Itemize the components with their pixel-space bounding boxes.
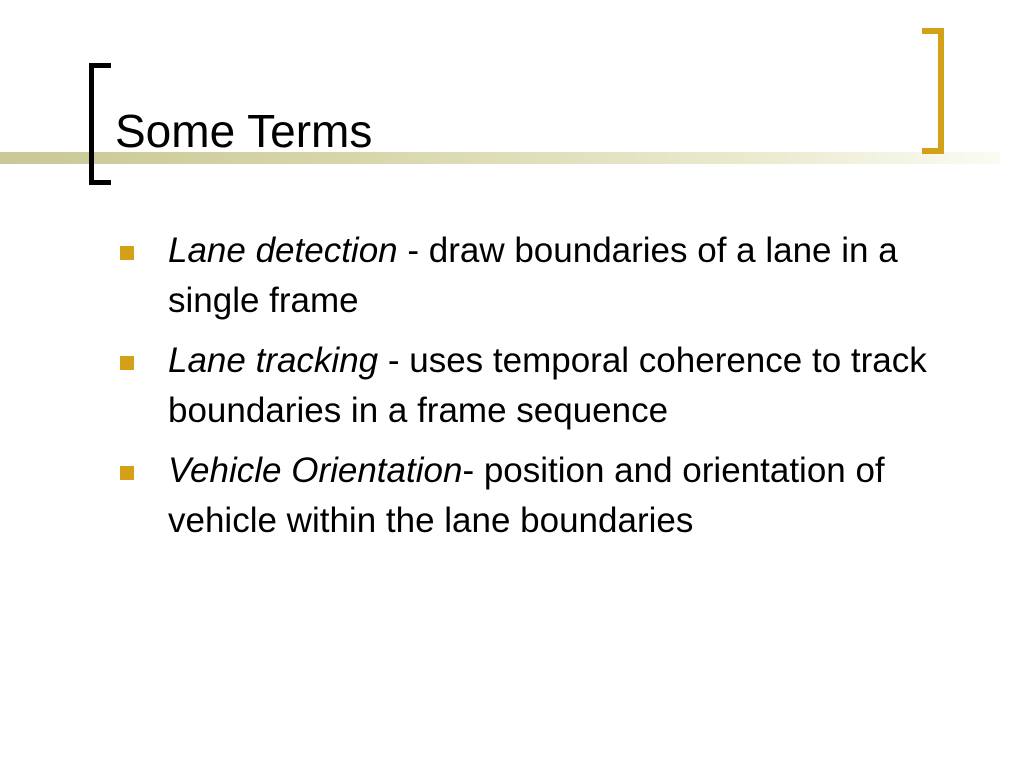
bullet-item-lane-detection (118, 226, 948, 326)
term-label: Lane detection (168, 231, 398, 270)
term-definition: - position and orientation of vehicle within the lane boundaries (168, 451, 885, 540)
term-label: Lane tracking (168, 341, 379, 380)
right-bracket-decoration (922, 28, 944, 154)
term-definition: - uses temporal coherence to track boundaries in a frame sequence (168, 341, 927, 430)
square-bullet-icon (120, 246, 134, 260)
bullet-list (118, 226, 948, 556)
term-label: Vehicle Orientation (168, 451, 463, 490)
bullet-item-vehicle-orientation (118, 446, 948, 546)
left-bracket-decoration (89, 63, 111, 185)
term-definition: - draw boundaries of a lane in a single frame (168, 231, 898, 320)
slide-title: Some Terms (115, 105, 373, 157)
square-bullet-icon (120, 356, 134, 370)
bullet-item-lane-tracking (118, 336, 948, 436)
square-bullet-icon (120, 466, 134, 480)
